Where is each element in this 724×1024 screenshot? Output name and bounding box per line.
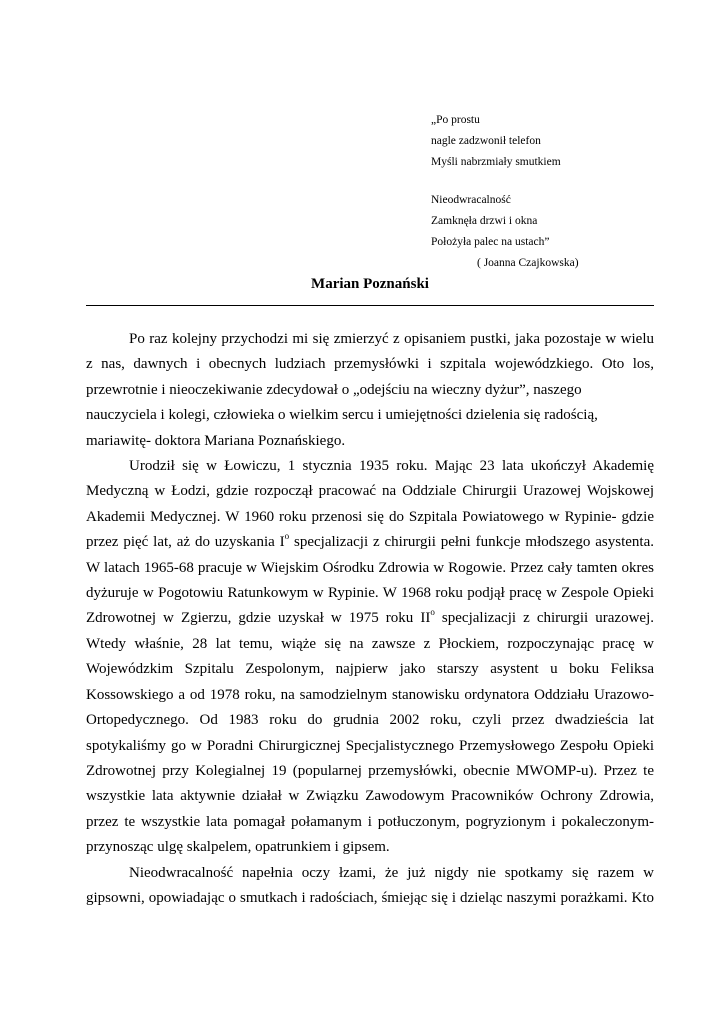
text-fragment: przez pięć lat, aż do uzyskania I: [86, 534, 285, 551]
epigraph-line: „Po prostu: [431, 114, 480, 126]
epigraph-stanza-gap: [431, 173, 579, 190]
text-fragment: specjalizacji z chirurgii urazowej.: [434, 610, 654, 627]
text-line: przynosząc ulgę skalpelem, opatrunkiem i gipsem.: [86, 839, 390, 856]
title-divider: [86, 305, 654, 306]
text-line: Wtedy właśnie, 28 lat temu, wiąże się na zawsze z Płockiem, rozpoczynając pracę w: [86, 635, 654, 652]
text-line: Nieodwracalność napełnia oczy łzami, że już nigdy nie spotkamy się razem w: [129, 864, 654, 881]
text-line: Kossowskiego a od 1978 roku, na samodzielnym stanowisku ordynatora Oddziału Urazowo-: [86, 686, 654, 703]
epigraph-line: Myśli nabrzmiały smutkiem: [431, 156, 561, 168]
text-line: nauczyciela i kolegi, człowieka o wielkim sercu i umiejętności dzielenia się radością,: [86, 407, 598, 424]
epigraph: [431, 110, 579, 274]
text-line: Akademii Medycznej. W 1960 roku przenosi się do Szpitala Powiatowego w Rypinie- gdzie: [86, 508, 654, 525]
text-line: Po raz kolejny przychodzi mi się zmierzyć z opisaniem pustki, jaka pozostaje w wielu: [129, 331, 654, 347]
text-line: [86, 606, 654, 631]
text-line: W latach 1965-68 pracuje w Wiejskim Ośrodku Zdrowia w Rogowie. Przez cały tamten okres: [86, 559, 654, 576]
text-line: przez te wszystkie lata pomagał połamanym i potłuczonym, pogryzionym i pokaleczonym-: [86, 813, 654, 830]
article-body: [86, 327, 654, 911]
text-line: z nas, dawnych i obecnych ludziach przemysłówki i szpitala wojewódzkiego. Oto los,: [86, 356, 654, 373]
text-line: Urodził się w Łowiczu, 1 stycznia 1935 roku. Mając 23 lata ukończył Akademię: [129, 458, 654, 475]
text-line: wszystkie lata aktywnie działał w Związku Zawodowym Pracowników Ochrony Zdrowia,: [86, 788, 654, 805]
text-line: Wojewódzkim Szpitalu Zespolonym, najpierw jako starszy asystent u boku Feliksa: [86, 661, 654, 678]
text-fragment: specjalizacji z chirurgii pełni funkcje młodszego asystenta.: [289, 534, 654, 551]
text-line: Ortopedycznego. Od 1983 roku do grudnia 2002 roku, czyli przez dwadzieścia lat: [86, 712, 654, 729]
paragraph-1: [86, 327, 654, 454]
text-fragment: Zdrowotnej w Zgierzu, gdzie uzyskał w 1975 roku II: [86, 610, 431, 627]
epigraph-line: Nieodwracalność: [431, 194, 511, 206]
epigraph-line: Położyła palec na ustach”: [431, 236, 550, 248]
text-line: mariawitę- doktora Mariana Poznańskiego.: [86, 432, 346, 449]
paragraph-3: [86, 861, 654, 912]
text-line: Medyczną w Łodzi, gdzie rozpoczął pracować na Oddziale Chirurgii Urazowej Wojskowej: [86, 483, 654, 500]
text-line: Zdrowotnej przy Kolegialnej 19 (popularnej przemysłówki, obecnie MWOMP-u). Przez te: [86, 762, 654, 779]
ordinal-superscript: o: [430, 607, 435, 618]
epigraph-author: ( Joanna Czajkowska): [477, 257, 579, 269]
text-line: [86, 530, 654, 555]
epigraph-line: nagle zadzwonił telefon: [431, 135, 541, 147]
paragraph-2: [86, 454, 654, 861]
ordinal-superscript: o: [284, 531, 290, 542]
epigraph-line: Zamknęła drzwi i okna: [431, 215, 538, 227]
text-line: spotykaliśmy go w Poradni Chirurgicznej Specjalistycznego Przemysłowego Zespołu Opieki: [86, 737, 654, 754]
text-line: gipsowni, opowiadając o smutkach i radościach, śmiejąc się i dzieląc naszymi porażkami. Kto: [86, 889, 654, 906]
text-line: dyżuruje w Pogotowiu Ratunkowym w Rypinie. W 1968 roku podjął pracę w Zespole Opieki: [86, 585, 654, 602]
page-title: Marian Poznański: [311, 276, 429, 292]
text-line: przewrotnie i nieoczekiwanie zdecydował o „odejściu na wieczny dyżur”, naszego: [86, 381, 582, 398]
